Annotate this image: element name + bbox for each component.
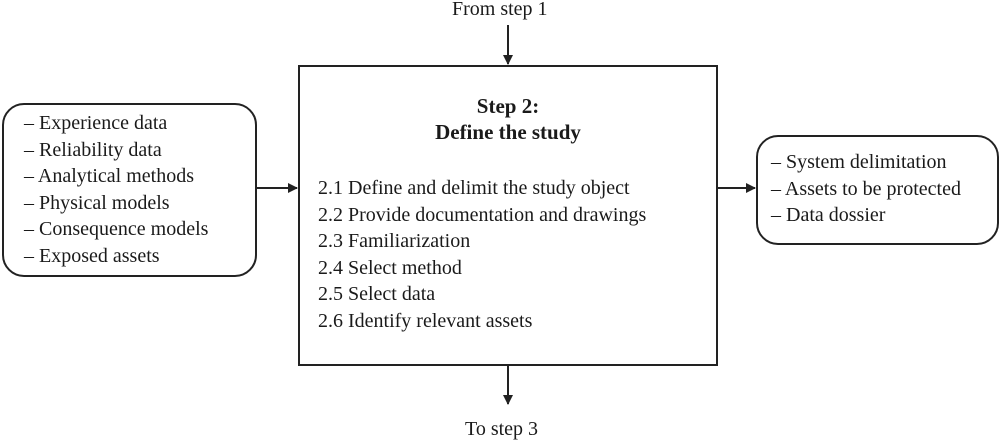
substep-item: 2.6 Identify relevant assets (318, 309, 533, 332)
step-2-box (298, 65, 718, 366)
step-2-substeps (318, 175, 646, 334)
substep-item: 2.4 Select method (318, 256, 462, 279)
output-item: – System delimitation (771, 151, 947, 173)
substep-item: 2.5 Select data (318, 283, 436, 305)
inputs-box (2, 103, 257, 277)
outputs-list (771, 149, 961, 229)
step-2-subtitle: Define the study (435, 120, 581, 144)
input-item: – Exposed assets (24, 244, 160, 267)
input-item: – Analytical methods (24, 165, 194, 187)
output-item: – Data dossier (771, 204, 886, 226)
substep-item: 2.3 Familiarization (318, 230, 471, 252)
inputs-list (24, 110, 208, 269)
input-item: – Physical models (24, 191, 170, 214)
input-item: – Experience data (24, 112, 168, 134)
input-item: – Reliability data (24, 138, 162, 161)
to-step-3-label: To step 3 (465, 418, 539, 440)
output-item: – Assets to be protected (771, 177, 961, 200)
input-item: – Consequence models (24, 218, 209, 240)
substep-item: 2.2 Provide documentation and drawings (318, 203, 647, 226)
substep-item: 2.1 Define and delimit the study object (318, 177, 630, 199)
step-2-title: Step 2: (476, 94, 540, 118)
outputs-box (756, 135, 999, 245)
from-step-1-label: From step 1 (452, 0, 548, 20)
